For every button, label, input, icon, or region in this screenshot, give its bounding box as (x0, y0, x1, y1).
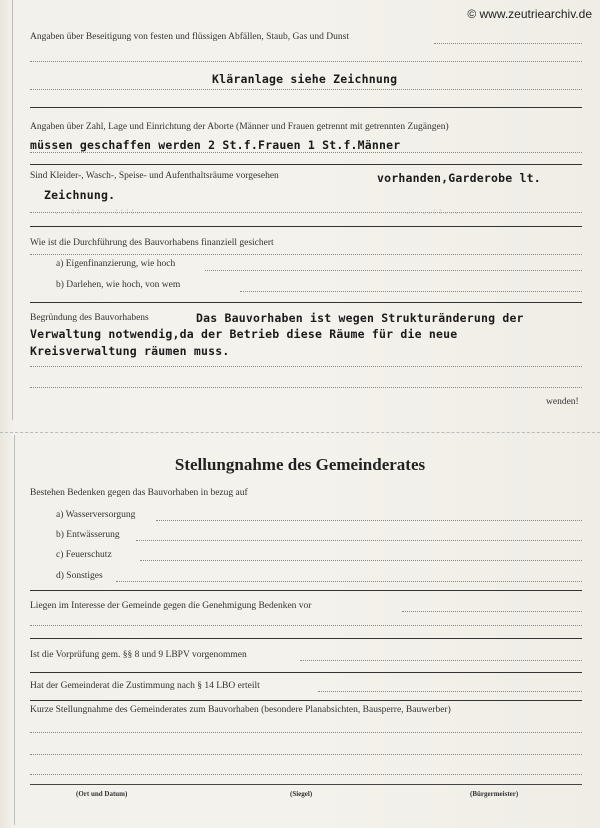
answer-cloakrooms-1: vorhanden,Garderobe lt. (377, 171, 541, 185)
dotted-line (140, 560, 582, 561)
label-waste-disposal: Angaben über Beseitigung von festen und flüssigen Abfällen, Staub, Gas und Dunst (30, 32, 349, 42)
dotted-line (205, 270, 582, 271)
answer-toilets: müssen geschaffen werden 2 St.f.Frauen 1 St.f.Männer (30, 138, 401, 152)
answer-waste-disposal: Kläranlage siehe Zeichnung (212, 72, 398, 86)
section-rule (30, 590, 582, 591)
section-rule (30, 700, 582, 701)
label-concerns: Bestehen Bedenken gegen das Bauvorhaben in bezug auf (30, 488, 248, 498)
label-short-statement: Kurze Stellungnahme des Gemeinderates zum Bauvorhaben (besondere Planabsichten, Bausperre, Bauwerber) (30, 705, 451, 715)
page-title-council-statement: Stellungnahme des Gemeinderates (174, 455, 426, 474)
bleed-through-text: .. :: .... ::::.. .. (54, 207, 163, 217)
dotted-line (30, 61, 582, 62)
label-seal: (Siegel) (290, 790, 313, 798)
label-cloakrooms: Sind Kleider-, Wasch-, Speise- und Aufenthaltsräume vorgesehen (30, 171, 279, 181)
dotted-line (30, 212, 582, 213)
dotted-line (30, 89, 582, 90)
dotted-line (156, 520, 582, 521)
dotted-line (434, 43, 582, 44)
label-toilets: Angaben über Zahl, Lage und Einrichtung der Aborte (Männer und Frauen getrennt mit getrennten Zugängen) (30, 122, 449, 132)
label-place-date: (Ort und Datum) (76, 790, 128, 798)
dotted-line (240, 291, 582, 292)
label-other: d) Sonstiges (56, 571, 103, 581)
fold-line (0, 432, 600, 433)
section-rule (30, 164, 582, 165)
label-turn-over: wenden! (546, 397, 579, 407)
watermark-copyright: © www.zeutriearchiv.de (467, 7, 592, 21)
answer-justification-3: Kreisverwaltung räumen muss. (30, 344, 230, 358)
dotted-line (30, 387, 582, 388)
dotted-line (318, 691, 582, 692)
lower-margin-line (14, 435, 15, 825)
label-own-financing: a) Eigenfinanzierung, wie hoch (56, 259, 176, 269)
dotted-line (402, 611, 582, 612)
label-justification: Begründung des Bauvorhabens (30, 313, 149, 323)
dotted-line (30, 366, 582, 367)
dotted-line (116, 581, 582, 582)
section-rule (30, 107, 582, 108)
label-loans: b) Darlehen, wie hoch, von wem (56, 280, 181, 290)
dotted-line (300, 660, 582, 661)
dotted-line (30, 152, 582, 153)
label-municipal-interest: Liegen im Interesse der Gemeinde gegen die Genehmigung Bedenken vor (30, 601, 312, 611)
left-margin-line (12, 0, 13, 420)
label-mayor: (Bürgermeister) (470, 790, 519, 798)
label-council-approval: Hat der Gemeinderat die Zustimmung nach § 14 LBO erteilt (30, 681, 260, 691)
section-rule (30, 302, 582, 303)
section-rule (30, 638, 582, 639)
bleed-through-text: .. ..::.... .. (405, 207, 481, 217)
answer-justification-1: Das Bauvorhaben ist wegen Strukturänderung der (196, 311, 524, 325)
dotted-line (30, 774, 582, 775)
answer-justification-2: Verwaltung notwendig,da der Betrieb diese Räume für die neue (30, 327, 458, 341)
dotted-line (30, 754, 582, 755)
label-financing: Wie ist die Durchführung des Bauvorhabens finanziell gesichert (30, 238, 274, 248)
section-rule (30, 672, 582, 673)
label-water-supply: a) Wasserversorgung (56, 510, 136, 520)
section-rule (30, 226, 582, 227)
dotted-line (30, 625, 582, 626)
dotted-line (30, 254, 582, 255)
label-fire-protection: c) Feuerschutz (56, 550, 112, 560)
answer-cloakrooms-2: Zeichnung. (44, 188, 116, 202)
dotted-line (30, 732, 582, 733)
dotted-line (136, 540, 582, 541)
label-preliminary-check: Ist die Vorprüfung gem. §§ 8 und 9 LBPV vorgenommen (30, 650, 247, 660)
label-drainage: b) Entwässerung (56, 530, 120, 540)
signature-rule (30, 784, 582, 785)
